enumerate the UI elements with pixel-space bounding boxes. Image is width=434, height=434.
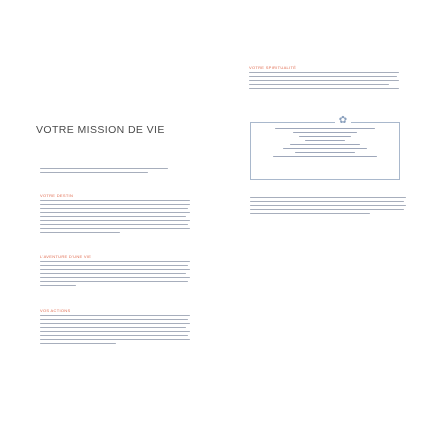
section-text <box>249 72 399 89</box>
section-label: L'AVENTURE D'UNE VIE <box>40 254 92 259</box>
quote-text <box>267 128 383 157</box>
section-destin <box>40 193 190 233</box>
section-text <box>40 315 190 344</box>
page-title: VOTRE MISSION DE VIE <box>36 124 165 136</box>
section-text <box>40 200 190 233</box>
lotus-icon: ✿ <box>335 113 351 129</box>
intro-text <box>40 168 168 173</box>
section-spiritualite <box>249 65 399 89</box>
section-aventure <box>40 254 190 286</box>
right-page <box>217 0 434 434</box>
section-label: VOTRE SPIRITUALITÉ <box>249 65 297 70</box>
body-text <box>250 197 406 214</box>
section-label: VOTRE DESTIN <box>40 193 74 198</box>
section-label: VOS ACTIONS <box>40 308 71 313</box>
section-actions <box>40 308 190 344</box>
section-text <box>40 261 190 286</box>
